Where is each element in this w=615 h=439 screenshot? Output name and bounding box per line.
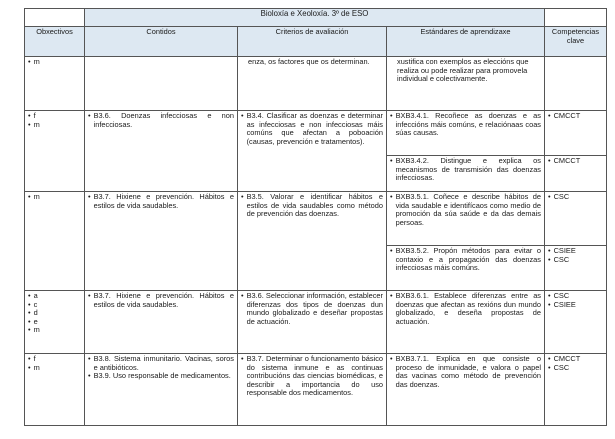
criterion-item-text: B3.7. Determinar o funcionamento básico do sistema inmune e as continuas contribucións das ciencias biomédicas, e describir a importancia do uso responsable dos medicamentos. [246,354,383,398]
bullet-marker: • [28,325,31,335]
bullet-marker: • [88,291,91,300]
bullet-marker: • [28,299,31,309]
competence-code: CSC [553,291,570,300]
objective-item [28,58,81,67]
header-objectives: Obxectivos [25,27,85,57]
content-item [88,112,234,129]
competence-item [548,364,603,373]
competence-code: CMCCT [553,156,581,165]
objectives-cell [25,192,85,291]
content-item-text: B3.6. Doenzas infecciosas e non infecciosas. [93,111,234,129]
objective-item [28,121,81,130]
competence-list [548,112,603,121]
criterion-item [241,292,383,326]
competence-code: CMCCT [553,354,581,363]
content-item [88,193,234,210]
objective-item-text: f [33,354,36,363]
competences-cell [545,111,607,156]
header-criteria: Criterios de avaliación [238,27,387,57]
competence-item [548,256,603,265]
bullet-marker: • [390,192,393,201]
table-row [25,192,607,246]
criterion-item-text: B3.5. Valorar e identificar hábitos e estilos de vida saudables como método de prevención das doenzas. [246,192,383,219]
objectives-cell [25,354,85,426]
bullet-marker: • [548,299,551,309]
criterion-item-text: B3.4. Clasificar as doenzas e determinar as infecciosas e non infecciosas máis comúns que afectan a poboación (causas, prevención e tratamentos). [246,111,383,146]
standard-text: xustifica con exemplos as eleccións que realiza ou pode realizar para promovela individual e colectivamente. [397,57,529,84]
competence-code: CSC [553,362,570,372]
bullet-marker: • [390,246,393,255]
header-row [25,27,607,57]
criteria-cell [238,291,387,354]
header-contents: Contidos [85,27,238,57]
bullet-marker: • [548,254,551,264]
content-item [88,292,234,309]
content-item-text: B3.9. Uso responsable de medicamentos. [93,371,231,381]
bullet-marker: • [28,362,31,372]
header-competences: Competencias clave [545,27,607,57]
content-item [88,372,234,381]
table-row [25,111,607,156]
curriculum-table [24,8,607,426]
contents-cell [85,192,238,291]
competence-list [548,292,603,309]
objective-item [28,364,81,373]
bullet-marker: • [548,111,551,120]
content-item [88,355,234,372]
table-row [25,291,607,354]
standard-item-text: BXB3.4.1. Recoñece as doenzas e as infeccións máis comúns, e relaciónaas coas súas causas. [395,111,541,138]
bullet-marker: • [548,192,551,201]
criterion-item [241,112,383,146]
competence-list [548,157,603,166]
bullet-marker: • [548,362,551,372]
content-item-text: B3.8. Sistema inmunitario. Vacinas, soros e antibióticos. [93,354,234,372]
competence-code: CSIEE [553,299,576,309]
bullet-marker: • [548,246,551,255]
bullet-marker: • [241,354,244,363]
competence-list [548,193,603,202]
bullet-marker: • [28,316,31,326]
header-standards: Estándares de aprendizaxe [387,27,545,57]
standard-cell [387,57,545,111]
bullet-marker: • [88,371,91,381]
contents-cell [85,111,238,192]
bullet-marker: • [28,111,31,120]
criterion-item [241,193,383,219]
content-item-text: B3.7. Hixiene e prevención. Hábitos e estilos de vida saudables. [93,192,234,210]
criteria-cell [238,192,387,291]
bullet-marker: • [88,192,91,201]
table-title: Bioloxía e Xeoloxía. 3º de ESO [85,9,545,27]
standard-cell [387,192,545,246]
bullet-marker: • [28,57,31,66]
competence-item [548,301,603,310]
objectives-cell [25,111,85,192]
competences-cell [545,246,607,291]
standard-item [390,355,541,389]
title-corner-cell [25,9,85,27]
competence-code: CMCCT [553,111,581,120]
competences-cell [545,156,607,192]
objectives-cell [25,57,85,111]
bullet-marker: • [548,156,551,165]
standard-cell [387,111,545,156]
standard-item [390,157,541,183]
bullet-marker: • [241,111,244,120]
bullet-marker: • [28,354,31,363]
content-item-text: B3.7. Hixiene e prevención. Hábitos e estilos de vida saudables. [93,291,234,309]
competences-cell [545,192,607,246]
objective-item [28,193,81,202]
standard-item-text: BXB3.6.1. Establece diferenzas entre as doenzas que afectan as rexións dun mundo globalizado, e deseña propostas de actuación. [395,291,541,326]
competence-item [548,193,603,202]
standard-item-text: BXB3.7.1. Explica en que consiste o proceso de inmunidade, e valora o papel das vacinas como método de prevención das doenzas. [395,354,541,389]
criteria-cell [238,354,387,426]
bullet-marker: • [28,192,31,201]
competence-code: CSC [553,254,570,264]
criterion-text: enza, os factores que os determinan. [248,57,370,66]
table-body [25,57,607,426]
bullet-marker: • [241,192,244,201]
objective-item-text: e [33,316,38,326]
objective-item-text: m [33,192,40,201]
standard-cell [387,354,545,426]
standard-item [390,193,541,227]
bullet-marker: • [241,291,244,300]
criterion-item-text: B3.6. Seleccionar información, establecer diferenzas dos tipos de doenzas dun mundo globalizado e deseñar propostas de actuación. [246,291,383,326]
standard-item-text: BXB3.5.2. Propón métodos para evitar o contaxio e a propagación das doenzas infecciosas máis comúns. [395,246,541,273]
criterion-item [241,355,383,398]
objective-item-text: m [33,119,40,129]
bullet-marker: • [548,291,551,300]
objective-item-text: m [33,362,40,372]
standard-item-text: BXB3.5.1. Coñece e describe hábitos de vida saudable e identifícaos como medio de promoción da súa saúde e da das demais persoas. [395,192,541,227]
standard-item [390,292,541,326]
contents-cell [85,291,238,354]
table-row [25,57,607,111]
bullet-marker: • [88,111,91,120]
bullet-marker: • [88,354,91,363]
contents-cell [85,57,238,111]
competence-list [548,247,603,264]
competence-list [548,355,603,372]
objective-item-text: c [33,299,38,309]
bullet-marker: • [28,308,31,318]
objective-item-text: m [33,325,40,335]
competence-code: CSIEE [553,246,576,255]
title-corner-cell [545,9,607,27]
standard-item-text: BXB3.4.2. Distingue e explica os mecanismos de transmisión das doenzas infecciosas. [395,156,541,183]
objective-item-text: a [33,291,38,300]
standard-cell [387,156,545,192]
competences-cell [545,291,607,354]
criteria-cell [238,111,387,192]
bullet-marker: • [390,156,393,165]
bullet-marker: • [28,291,31,300]
objective-item-text: d [33,308,38,318]
bullet-marker: • [548,354,551,363]
standard-item [390,112,541,138]
objective-item [28,326,81,335]
standard-item [390,247,541,273]
bullet-marker: • [390,354,393,363]
competences-cell [545,57,607,111]
bullet-marker: • [390,291,393,300]
criteria-cell [238,57,387,111]
competence-item [548,112,603,121]
title-row [25,9,607,27]
competence-code: CSC [553,192,570,201]
bullet-marker: • [390,111,393,120]
table-row [25,354,607,426]
standard-cell [387,291,545,354]
standard-cell [387,246,545,291]
contents-cell [85,354,238,426]
objective-item-text: f [33,111,36,120]
bullet-marker: • [28,119,31,129]
objective-item-text: m [33,57,40,66]
objectives-cell [25,291,85,354]
competence-item [548,157,603,166]
competences-cell [545,354,607,426]
